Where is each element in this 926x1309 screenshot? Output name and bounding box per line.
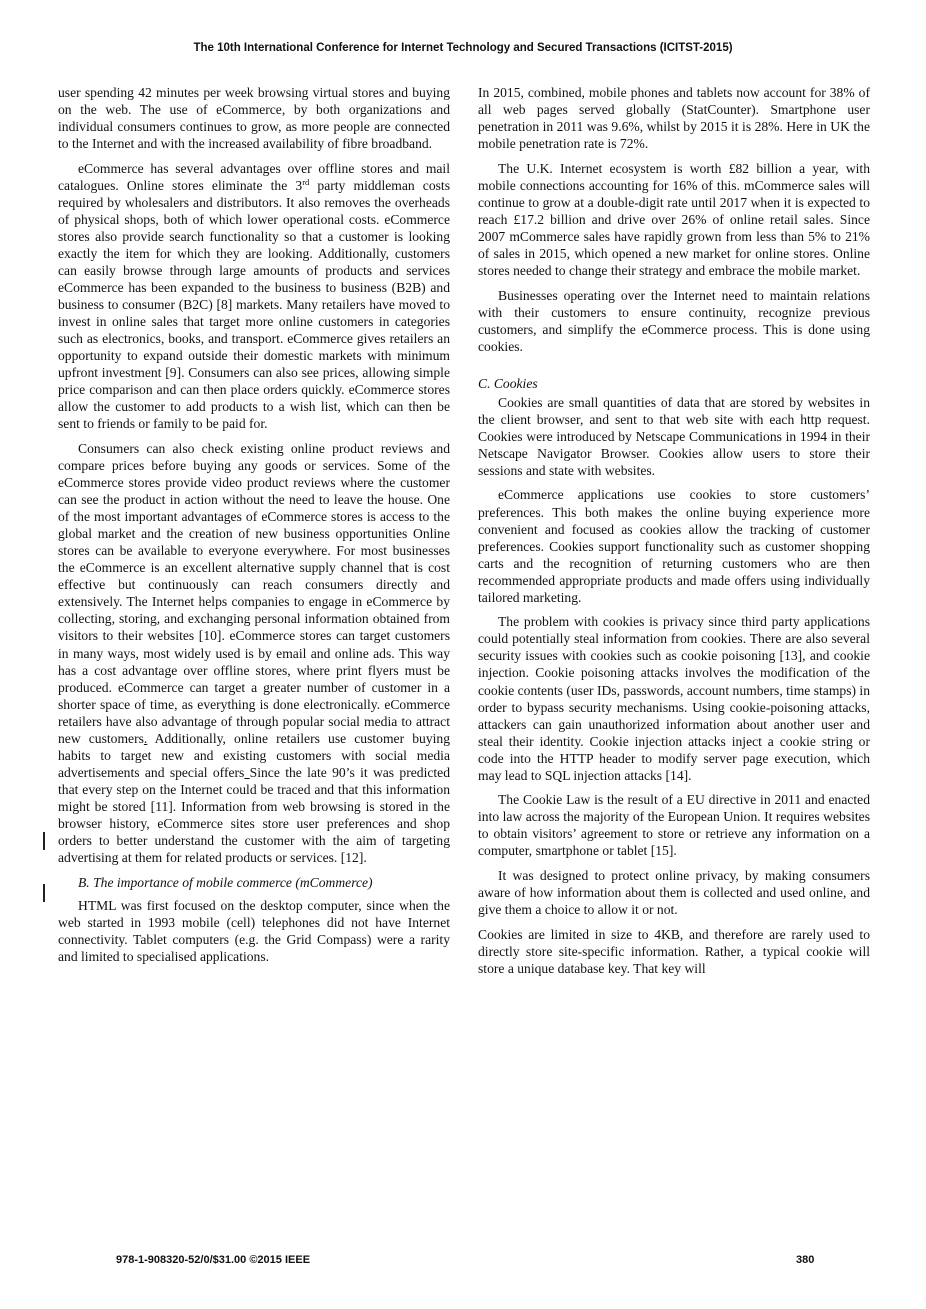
left-paragraph-4: HTML was first focused on the desktop computer, since when the web started in 1993 mobile (cell) telephones did not have Internet connectivity. Tablet computers (e.g. the Grid Compass) were a rarity and limited to specialised applications. (58, 897, 450, 964)
right-paragraph-7: The Cookie Law is the result of a EU directive in 2011 and enacted into law across the majority of the European Union. It requires websites to obtain visitors’ agreement to store or retrieve any information on a computer, smartphone or tablet [15]. (478, 792, 870, 859)
left-paragraph-2-part-b: party middleman costs required by wholesalers and distributors. It also removes the overheads of physical shops, both of which lower operational costs. eCommerce stores also provide search functionality so that a customer is looking exactly the item for which they are looking. Additionally, customers can easily browse through large amounts of products and services eCommerce has been expanded to the business to business (B2B) and business to consumer (B2C) [8] markets. Many retailers have moved to invest in online sales that target more online customers in categories such as electronics, books, and transport. eCommerce gives retailers an opportunity to expand outside their domestic markets with minimum upfront investment [9]. Consumers can also see prices, allowing simple price comparison and can then place orders quickly. eCommerce stores allow the customer to add products to a wish list, which can then be sent to friends or family to be paid for. (58, 177, 450, 432)
right-paragraph-3: Businesses operating over the Internet need to maintain relations with their customers to ensure continuity, recognize previous customers, and simplify the eCommerce process. This is done using cookies. (478, 287, 870, 354)
section-heading-c: C. Cookies (478, 375, 538, 391)
edit-mark-period: . (143, 730, 148, 746)
left-column (58, 84, 450, 972)
right-paragraph-4: Cookies are small quantities of data that are stored by websites in the client browser, and sent to that web site with each http request. Cookies were introduced by Netscape Communications in 1994 in their Netscape Navigator Browser. Cookies allow users to store their sessions and state with websites. (478, 394, 870, 478)
left-paragraph-3-part-a: Consumers can also check existing online product reviews and compare prices before buying any goods or services. Some of the eCommerce stores provide video product reviews where the customer can see the product in action without the need to leave the house. One of the most important advantages of eCommerce stores is access to the global market and the creation of new business opportunities Online stores can be available to everyone everywhere. For most businesses the eCommerce is an excellent alternative supply channel that is cost effective but continuously can reach consumers directly and extensively. The Internet helps companies to engage in eCommerce by collecting, storing, and exchanging personal information obtained from visitors to their websites [10]. eCommerce stores can target customers in many ways, most widely used is by email and online ads. This way has a cost advantage over offline stores, where print flyers must be produced. eCommerce can target a greater number of customer in a shorter space of time, as everything is done electronically. eCommerce retailers have also advantage of through popular social media to attract new customers (58, 440, 450, 746)
right-paragraph-6: The problem with cookies is privacy since third party applications could potentially steal information from cookies. There are also several security issues with cookies such as cookie poisoning [13], and cookie injection. Cookie poisoning attacks involves the modification of the cookie contents (user IDs, passwords, account numbers, time stamps) in order to bypass security mechanisms. Using cookie-poisoning attacks, attackers can gain unauthorized information about another user and steal their identity. Cookie injection attacks inject a cookie string or code into the HTTP header to modify server page execution, which may lead to SQL injection attacks [14]. (478, 614, 870, 783)
running-header: The 10th International Conference for Internet Technology and Secured Transactions (ICITST-2015) (193, 42, 733, 54)
ordinal-superscript: rd (302, 176, 310, 187)
left-paragraph-1: user spending 42 minutes per week browsing virtual stores and buying on the web. The use of eCommerce, by both organizations and individual consumers continues to grow, as more people are connected to the Internet and with the increased availability of fibre broadband. (58, 85, 450, 152)
left-paragraph-3-part-b: Additionally, online retailers use customer buying habits to target new and existing customers with social media advertisements and special offers (58, 730, 450, 780)
section-heading-b: B. The importance of mobile commerce (mCommerce) (78, 874, 373, 890)
footer-page-number: 380 (796, 1254, 815, 1266)
footer-isbn: 978-1-908320-52/0/$31.00 ©2015 IEEE (116, 1254, 311, 1266)
revision-change-bar (43, 884, 45, 902)
left-paragraph-2-part-a: eCommerce has several advantages over offline stores and mail catalogues. Online stores eliminate the 3 (58, 160, 450, 193)
right-column (478, 84, 870, 984)
right-paragraph-9: Cookies are limited in size to 4KB, and therefore are rarely used to directly store site-specific information. Rather, a typical cookie will store a unique database key. That key will (478, 926, 870, 976)
right-paragraph-5: eCommerce applications use cookies to store customers’ preferences. This both makes the online buying experience more convenient and focused as cookies allow the tracking of customer preferences. Cookies support functionality such as customer shopping carts and the recognition of returning customers who are then recommended appropriate products and made offers using individually tailored marketing. (478, 487, 870, 605)
left-paragraph-2 (58, 160, 450, 433)
right-paragraph-2: The U.K. Internet ecosystem is worth £82 billion a year, with mobile connections accounting for 16% of this. mCommerce sales will continue to grow at a double-digit rate until 2017 when it is expected to reach £17.2 billion and drive over 26% of online retail sales. Since 2007 mCommerce sales have rapidly grown from less than 5% to 21% of sales in 2015, which opened a new market for online stores. Online stores needed to change their strategy and embrace the mobile market. (478, 160, 870, 278)
right-paragraph-8: It was designed to protect online privacy, by making consumers aware of how information about them is collected and used online, and give them a choice to allow it or not. (478, 867, 870, 918)
right-paragraph-1: In 2015, combined, mobile phones and tablets now account for 38% of all web pages served globally (StatCounter). Smartphone user penetration in 2011 was 9.6%, whilst by 2015 it is 28%. Here in UK the mobile penetration rate is 72%. (478, 85, 870, 152)
revision-change-bar (43, 832, 45, 850)
left-paragraph-3-part-c: Since the late 90’s it was predicted that every step on the Internet could be traced and that this information might be stored [11]. Information from web browsing is stored in the browser history, eCommerce sites store user preferences and shop orders to better understand the customer with the aim of targeting advertising at them for related products or services. [12]. (58, 764, 450, 866)
left-paragraph-3 (58, 440, 450, 866)
